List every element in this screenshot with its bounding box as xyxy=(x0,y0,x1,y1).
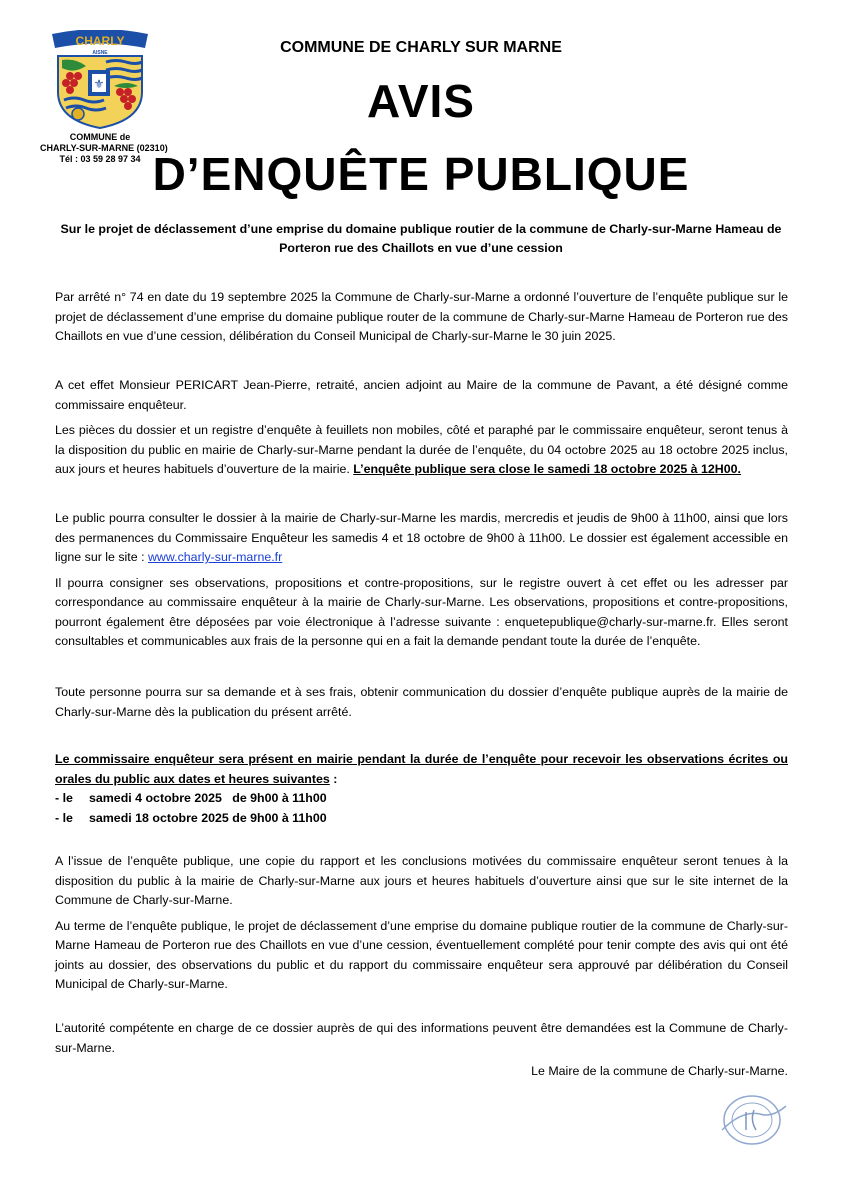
paragraph-4-text: Le public pourra consulter le dossier à la mairie de Charly-sur-Marne les mardis, mercredis et jeudis de 9h00 à 11h00, ainsi que lors des permanences du Commissaire Enquêteur les samedis 4 et 18 octobre de 9h00 à 11h00. Le dossier est également accessible en ligne sur le site : xyxy=(55,511,788,564)
commune-logo xyxy=(40,30,168,165)
paragraph-10: L’autorité compétente en charge de ce dossier auprès de qui des informations peuvent être demandées est la Commune de Charly-sur-Marne. xyxy=(55,1021,788,1055)
paragraph-3 xyxy=(55,421,788,480)
paragraph-5: Il pourra consigner ses observations, propositions et contre-propositions, sur le registre ouvert à cet effet ou les adresser par correspondance au commissaire enquêteur à la mairie de Charly-sur-Marne. Les observations, propositions et contre-propositions, pourront également être déposées par voie électronique à l’adresse suivante : enquetepublique@charly-sur-marne.fr. Elles seront consultables et communicables aux frais de la personne qui en a fait la demande pendant toute la durée de l’enquête. xyxy=(55,575,788,648)
paragraph-block-communication xyxy=(55,683,788,722)
paragraph-6: Toute personne pourra sur sa demande et à ses frais, obtenir communication du dossier d’enquête publique auprès de la mairie de Charly-sur-Marne dès la publication du présent arrêté. xyxy=(55,685,788,719)
paragraph-block-permanences xyxy=(55,750,788,828)
date-text: samedi 18 octobre 2025 de 9h00 à 11h00 xyxy=(89,810,327,825)
logo-line-2: CHARLY-SUR-MARNE (02310) xyxy=(40,143,168,153)
date-dash: - le xyxy=(55,791,73,805)
svg-text:⚜: ⚜ xyxy=(93,77,105,91)
commune-title: COMMUNE DE CHARLY SUR MARNE xyxy=(280,39,562,56)
mayor-signature-line: Le Maire de la commune de Charly-sur-Marne. xyxy=(531,1064,788,1078)
paragraph-block-autorite xyxy=(55,1019,788,1058)
paragraph-8: A l’issue de l’enquête publique, une copie du rapport et les conclusions motivées du commissaire enquêteur seront tenues à la disposition du public à la mairie de Charly-sur-Marne aux jours et heures habituels d’ouverture ainsi que sur le site internet de la Commune de Charly-sur-Marne. xyxy=(55,854,788,907)
logo-dept: AISNE xyxy=(92,50,108,56)
logo-line-1: COMMUNE de xyxy=(69,132,131,142)
official-stamp-icon xyxy=(712,1090,792,1150)
paragraph-block-rapport xyxy=(55,852,788,995)
paragraph-4 xyxy=(55,509,788,568)
paragraph-arrete xyxy=(55,288,788,347)
logo-brand: CHARLY xyxy=(75,34,125,48)
permanences-heading: Le commissaire enquêteur sera présent en mairie pendant la durée de l’enquête pour recevoir les observations écrites ou orales du public aux dates et heures suivantes xyxy=(55,752,788,786)
paragraph-3-text: Les pièces du dossier et un registre d’enquête à feuillets non mobiles, côté et paraphé par le commissaire enquêteur, seront tenus à la disposition du public en mairie de Charly-sur-Marne pendant la durée de l’enquête, du 04 octobre 2025 au 18 octobre 2025 inclus, aux jours et heures habituels d’ouverture de la mairie. xyxy=(55,423,788,476)
date-text: samedi 4 octobre 2025 de 9h00 à 11h00 xyxy=(89,791,327,805)
permanence-date-row xyxy=(55,789,788,809)
website-link[interactable]: www.charly-sur-marne.fr xyxy=(147,550,283,564)
coat-of-arms-icon xyxy=(46,30,154,130)
permanence-dates xyxy=(55,789,788,828)
closing-date-note: L’enquête publique sera close le samedi 18 octobre 2025 à 12H00. xyxy=(353,462,741,476)
permanences-colon: : xyxy=(329,771,338,786)
paragraph-7 xyxy=(55,750,788,789)
notice-title: AVIS xyxy=(367,75,475,127)
permanence-date-row xyxy=(55,809,788,829)
paragraph-block-consultation xyxy=(55,509,788,652)
logo-line-3: Tél : 03 59 28 97 34 xyxy=(59,154,141,164)
notice-subject: Sur le projet de déclassement d’une emprise du domaine publique routier de la commune de Charly-sur-Marne Hameau de Porteron rue des Chaillots en vue d’une cession xyxy=(60,222,782,255)
date-dash: - le xyxy=(55,810,73,825)
paragraph-block-commissaire xyxy=(55,376,788,480)
paragraph-2: A cet effet Monsieur PERICART Jean-Pierre, retraité, ancien adjoint au Maire de la commune de Pavant, a été désigné comme commissaire enquêteur. xyxy=(55,378,788,412)
notice-subtitle: D’ENQUÊTE PUBLIQUE xyxy=(152,148,690,200)
paragraph-1: Par arrêté n° 74 en date du 19 septembre 2025 la Commune de Charly-sur-Marne a ordonné l’ouverture de l’enquête publique sur le projet de déclassement d’une emprise du domaine publique router de la commune de Charly-sur-Marne Hameau de Porteron rue des Chaillots en vue d’une cession, délibération du Conseil Municipal de Charly-sur-Marne le 30 juin 2025. xyxy=(55,290,788,343)
paragraph-9: Au terme de l’enquête publique, le projet de déclassement d’une emprise du domaine publique routier de la commune de Charly-sur-Marne Hameau de Porteron rue des Chaillots en vue d’une cession, éventuellement complété pour tenir compte des avis qui ont été joints au dossier, des observations du public et du rapport du commissaire enquêteur sera approuvé par délibération du Conseil Municipal de Charly-sur-Marne. xyxy=(55,918,788,991)
